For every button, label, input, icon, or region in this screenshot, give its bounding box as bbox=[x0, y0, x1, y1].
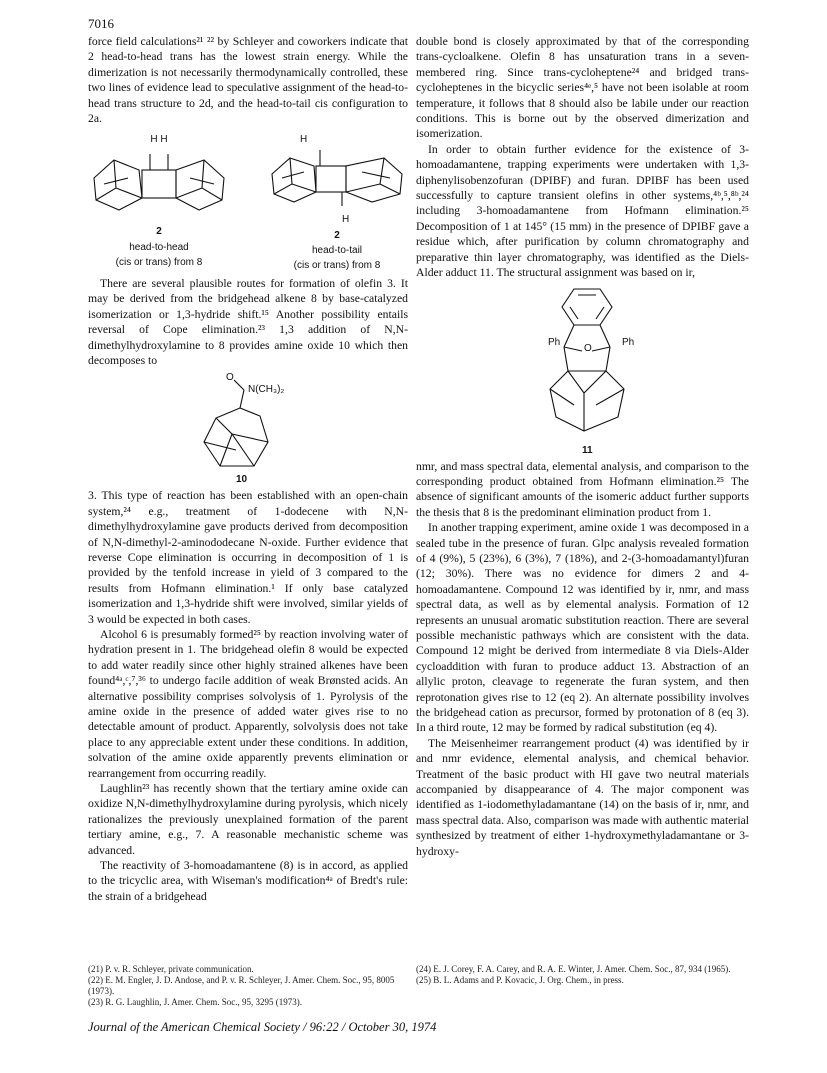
footnote: (22) E. M. Engler, J. D. Andose, and P. v. R. Schleyer, J. Amer. Chem. Soc., 95, 8005 (1973). bbox=[88, 975, 395, 996]
footnote: (25) B. L. Adams and P. Kovacic, J. Org. Chem., in press. bbox=[416, 975, 624, 985]
phenyl-right-label: Ph bbox=[622, 336, 635, 348]
paragraph: nmr, and mass spectral data, elemental analysis, and comparison to the corresponding product obtained from Hofmann elimination.²⁵ The absence of significant amounts of the isomeric adduct further supports the thesis that 8 is the predominant elimination product from 1. bbox=[416, 459, 749, 519]
structure-name: head-to-tail bbox=[311, 245, 363, 257]
paragraph: Laughlin²³ has recently shown that the tertiary amine oxide can oxidize N,N-dimethylhydroxylamine during pyrolysis, which nicely rationalizes the previously unexplained formation of the parent tertiary amine, e.g., 7. A reasonable mechanistic scheme was advanced. bbox=[88, 782, 408, 857]
footnote: (24) E. J. Corey, F. A. Carey, and R. A. E. Winter, J. Amer. Chem. Soc., 87, 934 (1965). bbox=[416, 964, 731, 974]
structure-top-label: H bbox=[300, 134, 308, 146]
structure-bottom-label: H bbox=[342, 214, 350, 226]
structure-11 bbox=[416, 281, 749, 459]
dimethylamino-label: N(CH₃)₂ bbox=[248, 384, 285, 396]
structure-number: 2 bbox=[334, 229, 340, 241]
footnotes-left bbox=[88, 964, 418, 1008]
structure-number: 11 bbox=[582, 444, 593, 456]
structure-number: 2 bbox=[156, 226, 162, 238]
phenyl-left-label: Ph bbox=[548, 336, 561, 348]
paragraph: The Meisenheimer rearrangement product (4) was identified by ir and nmr evidence, elemental analysis, and chemical behavior. Treatment of the basic product with HI gave two neutral materials accompanied by disappearance of 4. The major component was identified as 1-iodomethyladamantane (14) on the basis of ir, nmr, and mass spectral data. Also, comparison was made with authentic material synthesized by treatment of either 1-hydroxymethyladamantane or 3-hydroxy- bbox=[416, 736, 749, 858]
paragraph: Alcohol 6 is presumably formed²⁵ by reaction involving water of hydration present in 1. The bridgehead olefin 8 would be expected to add water readily since other highly strained alkenes have been found⁴ᵃ,ᶜ,⁷,³⁶ to undergo facile addition of weak Brønsted acids. An alternative possibility comprises solvolysis of 1. Pyrolysis of the amine oxide in the presence of added water gives rise to no detectable amount of product. Apparently, solvolysis does not take place to any appreciable extent under these conditions. In addition, solvation of the amine oxide apparently prevents elimination or rearrangement from occurring readily. bbox=[88, 627, 408, 780]
journal-footer: Journal of the American Chemical Society / 96:22 / October 30, 1974 bbox=[88, 1020, 437, 1034]
footnote: (23) R. G. Laughlin, J. Amer. Chem. Soc., 95, 3295 (1973). bbox=[88, 997, 302, 1007]
structure-origin: (cis or trans) from 8 bbox=[293, 260, 381, 272]
structure-head-to-tail bbox=[262, 132, 412, 273]
paragraph: double bond is closely approximated by that of the corresponding trans-cycloalkene. Olefin 8 has unsaturation trans in a seven-membered ring. Since trans-cycloheptene²⁴ and bridged trans-cycloheptenes in the bicyclic series⁴ᵉ,⁵ have not been isolable at room temperature, it follows that 8 should also be labile under our reaction conditions. This is borne out by the observed dimerization and isomerization. bbox=[416, 35, 749, 141]
left-column bbox=[88, 34, 408, 904]
oxygen-label: O bbox=[226, 372, 234, 384]
paragraph: 3. This type of reaction has been established with an open-chain system,²⁴ e.g., treatment of 1-dodecene with N,N-dimethylhydroxylamine gave products derived from decomposition of N,N-dimethyl-2-aminododecane N-oxide. Further evidence that reverse Cope elimination is occurring in decomposition of 1 is provided by the tenfold increase in yield of 3 compared to the results from Hofmann elimination.¹ If only base catalyzed isomerization and 1,3-hydride shift were involved, similar yields of 3 would be expected in both cases. bbox=[88, 489, 408, 626]
structure-head-to-head bbox=[84, 132, 234, 273]
head-to-head-dimer-drawing bbox=[84, 148, 234, 220]
diels-alder-adduct-drawing bbox=[534, 285, 644, 445]
amine-oxide-drawing bbox=[196, 376, 286, 476]
oxygen-bridge-label: O bbox=[584, 342, 592, 354]
paragraph: The reactivity of 3-homoadamantene (8) is in accord, as applied to the tricyclic area, with Wiseman's modification⁴ᵃ of Bredt's rule: the strain of a bridgehead bbox=[88, 859, 408, 903]
footnotes-right bbox=[416, 964, 749, 986]
paragraph: There are several plausible routes for formation of olefin 3. It may be derived from the bridgehead alkene 8 by base-catalyzed isomerization or 1,3-hydride shift.¹⁵ Another possibility entails reversal of Cope elimination.²³ 1,3 addition of N,N-dimethylhydroxylamine to 8 provides amine oxide 10 which then decomposes to bbox=[88, 276, 408, 367]
head-to-tail-dimer-drawing bbox=[262, 148, 412, 208]
paragraph: In another trapping experiment, amine oxide 1 was decomposed in a sealed tube in the presence of furan. Glpc analysis revealed formation of 4 (9%), 5 (23%), 6 (3%), 7 (18%), and 2-(3-homoadamantyl)furan (12; 30%). There was no evidence for dimers 2 and 4-homoadamantene. Compound 12 was identified by ir, nmr, and mass spectral data, as well as by elemental analysis. Formation of 12 represents an unusual aromatic substitution reaction. There are several possible mechanistic pathways which are consistent with the data. Compound 12 might be derived from intermediate 8 via Diels-Alder cycloaddition with furan to produce adduct 13. Abstraction of an allylic proton, cleavage to regenerate the furan system, and then reprotonation gives rise to 12 (eq 2). An alternate possibility involves the bridgehead cation as precursor, formed by protonation of 8 (eq 3). In a third route, 12 may be formed by radical substitution (eq 4). bbox=[416, 521, 749, 735]
structure-number: 10 bbox=[236, 474, 248, 486]
footnote: (21) P. v. R. Schleyer, private communication. bbox=[88, 964, 254, 974]
structure-10 bbox=[88, 368, 408, 488]
paragraph: In order to obtain further evidence for the existence of 3-homoadamantene, trapping experiments were undertaken with 1,3-diphenylisobenzofuran (DPIBF) and furan. DPIBF has been used successfully to capture transient olefins in other systems,⁴ᵇ,⁵,⁸ᵇ,²⁴ including 3-homoadamantene from Hofmann elimination.²⁵ Decomposition of 1 at 145° (15 mm) in the presence of DPIBF gave a residue which, after purification by column chromatography and preparative thin layer chromatography, was identified as the Diels-Alder adduct 11. The structural assignment was based on ir, bbox=[416, 142, 749, 280]
structure-origin: (cis or trans) from 8 bbox=[115, 257, 203, 269]
structure-name: head-to-head bbox=[129, 241, 189, 253]
paragraph: force field calculations²¹ ²² by Schleyer and coworkers indicate that 2 head-to-head trans has the lowest strain energy. While the dimerization is not necessarily thermodynamically controlled, these two lines of evidence lead to speculative assignment of the head-to-head trans structure to 2d, and the head-to-tail cis configuration to 2a. bbox=[88, 35, 408, 126]
page-number: 7016 bbox=[88, 16, 114, 31]
structure-top-label: H H bbox=[150, 134, 168, 146]
right-column bbox=[416, 34, 749, 859]
dimer-structures bbox=[88, 132, 408, 273]
